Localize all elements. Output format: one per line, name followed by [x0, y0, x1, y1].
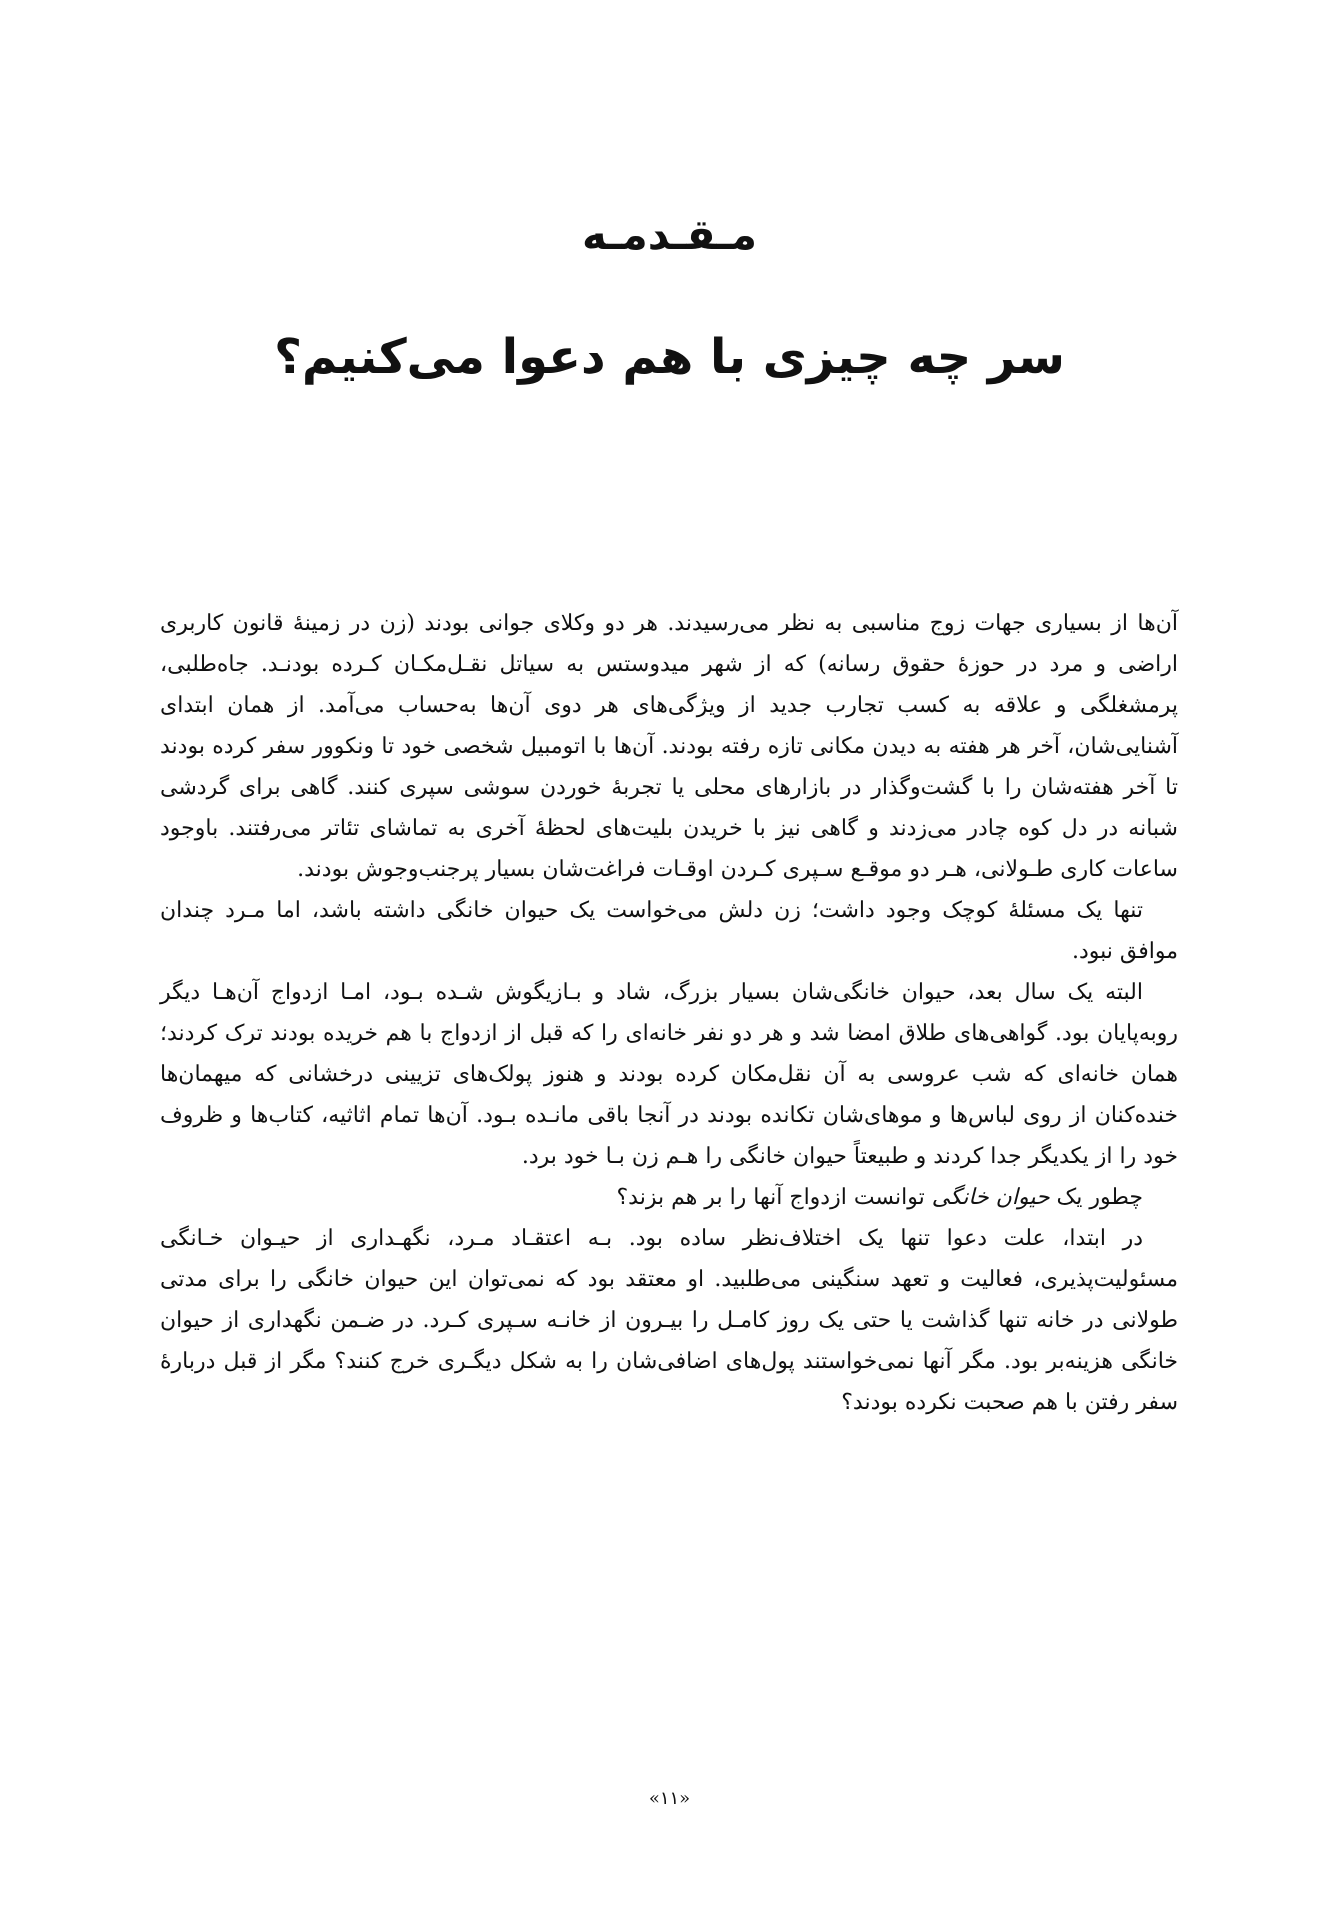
paragraph: آن‌ها از بسیاری جهات زوج مناسبی به نظر می‌رسیدند. هر دو وکلای جوانی بودند (زن در زمینهٔ قانون کاربری اراضی و مرد در حوزهٔ حقوق رسانه) که از شهر میدوستس به سیاتل نقـل‌مکـان کـرده بودنـد. جاه‌طلبی، پرمشغلگی و علاقه به کسب تجارب جدید از ویژگی‌های هر دوی آن‌ها به‌حساب می‌آمد. از همان ابتدای آشنایی‌شان، آخر هر هفته به دیدن مکانی تازه رفته بودند. آن‌ها با اتومبیل شخصی خود تا ونکوور سفر کرده بودند تا آخر هفته‌شان را با گشت‌وگذار در بازارهای محلی یا تجربهٔ خوردن سوشی سپری کنند. گاهی برای گردشی شبانه در دل کوه چادر می‌زدند و گاهی نیز با خریدن بلیت‌های لحظهٔ آخری به تماشای تئاتر می‌رفتند. باوجود ساعات کاری طـولانی، هـر دو موقـع سـپری کـردن اوقـات فراغت‌شان بسیار پرجنب‌وجوش بودند.	[160, 611, 1178, 882]
body-text	[160, 603, 1178, 1423]
page-number: «۱۱»	[648, 1788, 691, 1809]
question-text-end: توانست ازدواج آنها را بر هم بزند؟	[616, 1185, 932, 1210]
chapter-title: سر چه چیزی با هم دعوا می‌کنیم؟	[274, 329, 1065, 385]
question-italic-term: حیوان خانگی	[931, 1185, 1050, 1210]
paragraph: البته یک سال بعد، حیوان خانگی‌شان بسیار بزرگ، شاد و بـازیگوش شـده بـود، امـا ازدواج آن‌هـا دیگر روبه‌پایان بود. گواهی‌های طلاق امضا شد و هر دو نفر خانه‌ای را که قبل از ازدواج با هم خریده بودند ترک کردند؛ همان خانه‌ای که شب عروسی به آن نقل‌مکان کرده بودند و هنوز پولک‌های تزیینی درخشانی که میهمان‌ها خنده‌کنان از روی لباس‌ها و موهای‌شان تکانده بودند در آنجا باقی مانـده بـود. آن‌ها تمام اثاثیه، کتاب‌ها و ظروف خود را از یکدیگر جدا کردند و طبیعتاً حیوان خانگی را هـم زن بـا خود برد.	[160, 980, 1178, 1169]
chapter-label: مـقـدمـه	[581, 210, 758, 259]
paragraph: در ابتدا، علت دعوا تنها یک اختلاف‌نظر ساده بود. بـه اعتقـاد مـرد، نگهـداری از حیـوان خـانگی مسئولیت‌پذیری، فعالیت و تعهد سنگینی می‌طلبید. او معتقد بود که نمی‌توان این حیوان خانگی را برای مدتی طولانی در خانه تنها گذاشت یا حتی یک روز کامـل را بیـرون از خانـه سـپری کـرد. در ضـمن نگهداری از حیوان خانگی هزینه‌بر بود. مگر آنها نمی‌خواستند پول‌های اضافی‌شان را به شکل دیگـری خرج کنند؟ مگر از قبل دربارهٔ سفر رفتن با هم صحبت نکرده بودند؟	[160, 1226, 1178, 1415]
paragraph: تنها یک مسئلهٔ کوچک وجود داشت؛ زن دلش می‌خواست یک حیوان خانگی داشته باشد، اما مـرد چندان موافق نبود.	[160, 898, 1178, 964]
question-text-start: چطور یک	[1049, 1185, 1143, 1210]
question-paragraph	[160, 1177, 1178, 1218]
